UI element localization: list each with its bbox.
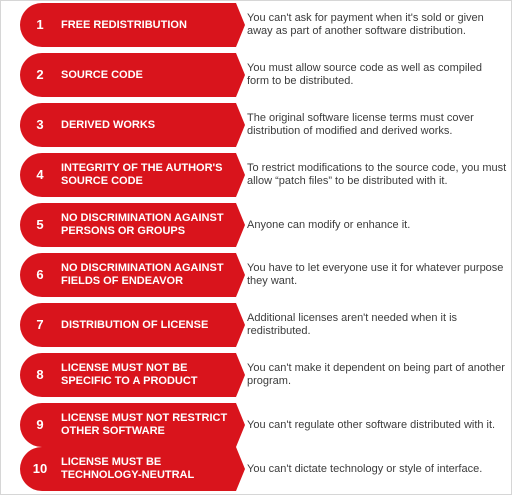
- criterion-description-text: You must allow source code as well as compiled form to be distributed.: [247, 62, 482, 87]
- criterion-description-5: [247, 203, 507, 247]
- criterion-row-5: [1, 203, 511, 247]
- criterion-row-9: [1, 403, 511, 447]
- criterion-title: LICENSE MUST NOT RESTRICT OTHER SOFTWARE: [61, 412, 228, 437]
- criterion-label-3: [20, 103, 236, 147]
- criterion-number: 7: [36, 317, 44, 332]
- criterion-description-3: [247, 103, 507, 147]
- criterion-label-1: [20, 3, 236, 47]
- criterion-label-9: [20, 403, 236, 447]
- criterion-number: 10: [32, 461, 48, 476]
- criterion-label-10: [20, 447, 236, 491]
- criterion-number: 1: [36, 17, 44, 32]
- criterion-description-1: [247, 3, 507, 47]
- criterion-title: NO DISCRIMINATION AGAINST FIELDS OF ENDEAVOR: [61, 262, 224, 287]
- criteria-list: [1, 1, 511, 494]
- criterion-label-6: [20, 253, 236, 297]
- criterion-row-4: [1, 153, 511, 197]
- criterion-number: 6: [36, 267, 44, 282]
- criterion-description-8: [247, 353, 507, 397]
- criterion-number: 3: [36, 117, 44, 132]
- criterion-number: 4: [36, 167, 44, 182]
- criterion-label-8: [20, 353, 236, 397]
- criterion-title: LICENSE MUST NOT BE SPECIFIC TO A PRODUCT: [61, 362, 198, 387]
- criterion-row-1: [1, 3, 511, 47]
- criterion-label-7: [20, 303, 236, 347]
- criterion-row-7: [1, 303, 511, 347]
- criterion-description-9: [247, 403, 507, 447]
- criterion-description-text: The original software license terms must cover distribution of modified and derived works.: [247, 112, 474, 137]
- criterion-label-2: [20, 53, 236, 97]
- criterion-description-7: [247, 303, 507, 347]
- criterion-number: 2: [36, 67, 44, 82]
- criterion-row-3: [1, 103, 511, 147]
- criterion-row-6: [1, 253, 511, 297]
- criterion-label-4: [20, 153, 236, 197]
- criterion-row-2: [1, 53, 511, 97]
- criterion-title: DISTRIBUTION OF LICENSE: [61, 318, 209, 331]
- criterion-number: 5: [36, 217, 44, 232]
- criterion-title: FREE REDISTRIBUTION: [61, 18, 187, 31]
- criterion-description-10: [247, 447, 507, 491]
- criterion-description-text: You can't regulate other software distributed with it.: [247, 418, 496, 431]
- criterion-title: INTEGRITY OF THE AUTHOR'S SOURCE CODE: [61, 162, 223, 187]
- criterion-title: NO DISCRIMINATION AGAINST PERSONS OR GROUPS: [61, 212, 224, 237]
- criterion-description-text: You have to let everyone use it for whatever purpose they want.: [247, 262, 504, 287]
- criterion-description-6: [247, 253, 507, 297]
- criterion-label-5: [20, 203, 236, 247]
- criterion-description-text: You can't make it dependent on being part of another program.: [247, 362, 505, 387]
- criterion-description-text: You can't ask for payment when it's sold or given away as part of another software distribution.: [247, 12, 484, 37]
- criterion-description-text: You can't dictate technology or style of interface.: [247, 462, 483, 475]
- criterion-description-4: [247, 153, 507, 197]
- criterion-description-2: [247, 53, 507, 97]
- criterion-title: SOURCE CODE: [61, 68, 143, 81]
- criterion-description-text: Anyone can modify or enhance it.: [247, 218, 411, 231]
- criterion-description-text: Additional licenses aren't needed when it is redistributed.: [247, 312, 458, 337]
- criterion-description-text: To restrict modifications to the source code, you must allow “patch files” to be distributed with it.: [247, 162, 507, 187]
- criterion-title: LICENSE MUST BE TECHNOLOGY-NEUTRAL: [61, 456, 195, 481]
- criterion-number: 9: [36, 417, 44, 432]
- criterion-number: 8: [36, 367, 44, 382]
- criterion-title: DERIVED WORKS: [61, 118, 156, 131]
- criterion-row-10: [1, 447, 511, 491]
- criterion-row-8: [1, 353, 511, 397]
